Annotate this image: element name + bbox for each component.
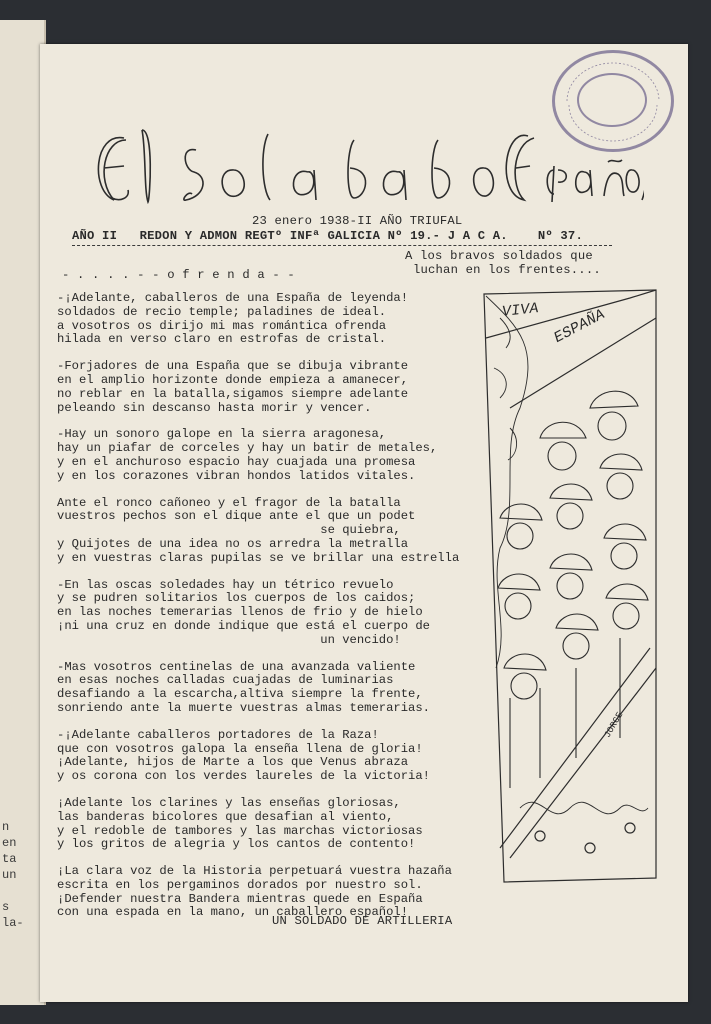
issue-date: 23 enero 1938-II AÑO TRIUFAL bbox=[252, 214, 463, 228]
poem-line: soldados de recio temple; paladines de ideal. bbox=[57, 304, 387, 319]
poem-line: que con vosotros galopa la enseña llena de gloria! bbox=[57, 741, 423, 756]
poem-line: sonriendo ante la muerte vuestras almas temerarias. bbox=[57, 700, 430, 715]
poem-line: -Hay un sonoro galope en la sierra aragonesa, bbox=[57, 427, 387, 442]
header-divider bbox=[72, 245, 612, 246]
poem-line: -Mas vosotros centinelas de una avanzada valiente bbox=[57, 659, 416, 674]
poem-line: y en los corazones vibran hondos latidos vitales. bbox=[57, 468, 416, 483]
poem-line: ¡Adelante, hijos de Marte a los que Venus abraza bbox=[57, 755, 409, 770]
poem-line: hay un piafar de corceles y hay un batir de metales, bbox=[57, 441, 438, 456]
poem-stanza bbox=[57, 428, 497, 483]
masthead-info-bar bbox=[72, 229, 583, 243]
poem-line: con una espada en la mano, un caballero español! bbox=[57, 905, 409, 920]
dedication-line: A los bravos soldados que bbox=[405, 249, 593, 263]
poem-line: y os corona con los verdes laureles de la victoria! bbox=[57, 769, 430, 784]
poem-stanza bbox=[57, 579, 497, 648]
poem-line: a vosotros os dirijo mi mas romántica ofrenda bbox=[57, 318, 387, 333]
poem-line: en el amplio horizonte donde empieza a amanecer, bbox=[57, 372, 409, 387]
poem-line: -¡Adelante caballeros portadores de la Raza! bbox=[57, 727, 379, 742]
banner-espana-text: ESPAÑA bbox=[551, 306, 608, 347]
poem-line: y el redoble de tambores y las marchas victoriosas bbox=[57, 823, 423, 838]
library-stamp bbox=[552, 50, 674, 152]
prev-page-fragment: ta bbox=[2, 852, 17, 866]
poem-line: escrita en los pergaminos dorados por nuestro sol. bbox=[57, 877, 423, 892]
poem-line: -En las oscas soledades hay un tétrico revuelo bbox=[57, 577, 394, 592]
poem-stanza bbox=[57, 865, 497, 920]
poem-line: ¡La clara voz de la Historia perpetuará vuestra hazaña bbox=[57, 864, 452, 879]
poem-line: peleando sin descanso hasta morir y vencer. bbox=[57, 400, 372, 415]
poem-stanza bbox=[57, 292, 497, 347]
poem-line: -¡Adelante, caballeros de una España de leyenda! bbox=[57, 291, 409, 305]
banner-viva-text: VIVA bbox=[501, 300, 540, 321]
author-signature: UN SOLDADO DE ARTILLERIA bbox=[272, 914, 453, 928]
poem-line: ¡Adelante los clarines y las enseñas gloriosas, bbox=[57, 795, 401, 810]
prev-page-fragment: en bbox=[2, 836, 17, 850]
poem-stanza bbox=[57, 497, 497, 566]
artist-signature: JORGE bbox=[602, 710, 626, 740]
address-label: REDON Y ADMON REGTº INFª GALICIA Nº 19.- J A C A. bbox=[139, 229, 508, 243]
poem-stanza bbox=[57, 360, 497, 415]
issue-number: Nº 37. bbox=[537, 229, 583, 243]
soldiers-illustration bbox=[480, 288, 660, 884]
poem-line: ¡Defender nuestra Bandera mientras quede en España bbox=[57, 891, 423, 906]
poem-line: no reblar en la batalla,sigamos siempre adelante bbox=[57, 386, 409, 401]
poem-line: en esas noches calladas cuajadas de luminarias bbox=[57, 673, 394, 688]
poem-line: y los gritos de alegria y los cantos de contento! bbox=[57, 837, 416, 852]
poem-line: las banderas bicolores que desafian al viento, bbox=[57, 809, 394, 824]
poem-line: hilada en verso claro en estrofas de cristal. bbox=[57, 332, 387, 347]
stamp-crest-icon bbox=[577, 73, 647, 127]
prev-page-fragment: s bbox=[2, 900, 10, 914]
poem-line: y en el anchuroso espacio hay cuajada una promesa bbox=[57, 454, 416, 469]
poem-stanza bbox=[57, 729, 497, 784]
poem-line: ¡ni una cruz en donde indique que está el cuerpo de bbox=[57, 618, 430, 633]
year-label: AÑO II bbox=[72, 229, 118, 243]
poem-stanza bbox=[57, 797, 497, 852]
illustration-drawing bbox=[480, 288, 660, 884]
dedication-line: luchan en los frentes.... bbox=[413, 263, 601, 277]
poem-line: Ante el ronco cañoneo y el fragor de la batalla bbox=[57, 495, 401, 510]
ofrenda-heading: - . . . . - - o f r e n d a - - bbox=[62, 268, 295, 282]
poem-line: se quiebra, bbox=[57, 523, 401, 538]
newspaper-page bbox=[40, 44, 688, 1002]
poem-line: -Forjadores de una España que se dibuja vibrante bbox=[57, 359, 409, 374]
dedication bbox=[405, 249, 601, 277]
poem-line: y se pudren solitarios los cuerpos de los caidos; bbox=[57, 591, 416, 606]
prev-page-fragment: la- bbox=[2, 916, 24, 930]
poem-line: vuestros pechos son el dique ante el que un podet bbox=[57, 509, 416, 524]
poem-stanza bbox=[57, 661, 497, 716]
prev-page-fragment: n bbox=[2, 820, 10, 834]
poem-line: un vencido! bbox=[57, 632, 401, 647]
prev-page-fragment: un bbox=[2, 868, 17, 882]
poem-line: y Quijotes de una idea no os arredra la metralla bbox=[57, 536, 409, 551]
poem-line: y en vuestras claras pupilas se ve brillar una estrella bbox=[57, 550, 460, 565]
poem-body bbox=[57, 292, 497, 933]
poem-line: desafiando a la escarcha,altiva siempre la frente, bbox=[57, 687, 423, 702]
poem-line: en las noches temerarias llenos de frio y de hielo bbox=[57, 605, 423, 620]
